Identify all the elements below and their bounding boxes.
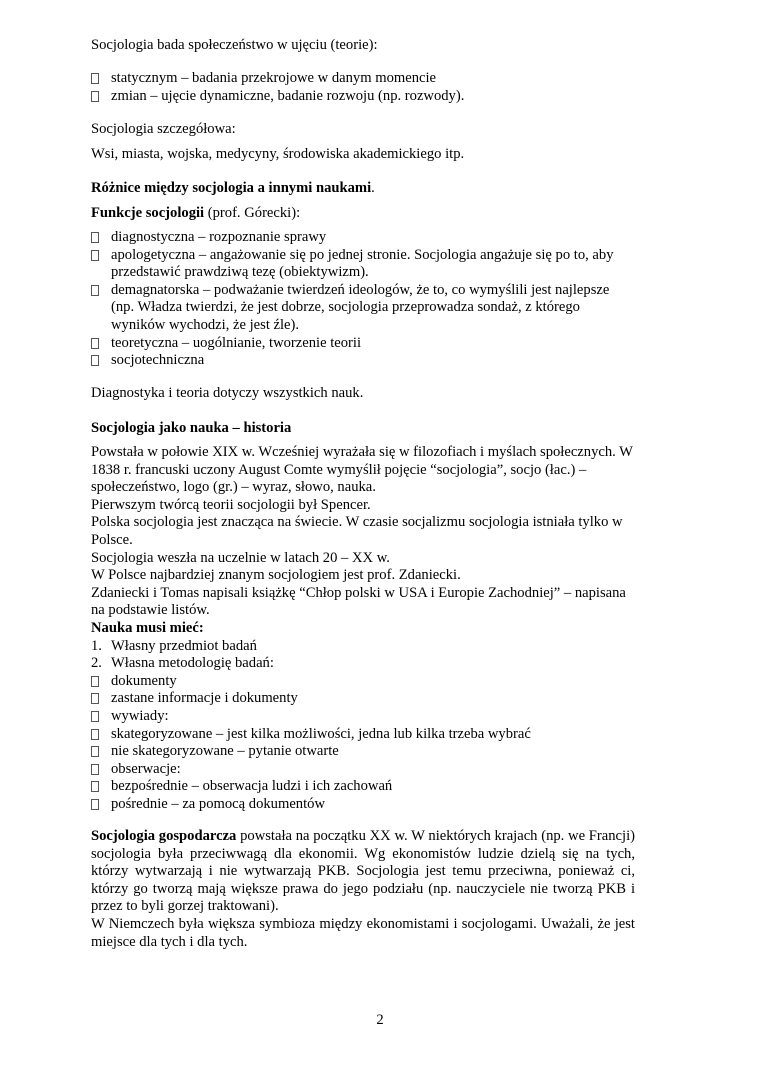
bullet-glyph-icon bbox=[91, 676, 99, 687]
bullet-glyph-icon bbox=[91, 73, 99, 84]
bullet-glyph-icon bbox=[91, 764, 99, 775]
detailed-label: Socjologia szczegółowa: bbox=[91, 121, 236, 137]
list-item: skategoryzowane – jest kilka możliwości, jedna lub kilka trzeba wybrać bbox=[91, 726, 635, 744]
history-section bbox=[91, 444, 635, 813]
bullet-glyph-icon bbox=[91, 285, 99, 296]
list-item: bezpośrednie – obserwacja ludzi i ich zachowań bbox=[91, 778, 635, 796]
list-item: demagnatorska – podważanie twierdzeń ideologów, że to, co wymyślili jest najlepsze (np. Władza twierdzi, że jest dobrze, socjologia przeprowadza sondaż, z którego wyników wychodzi, że jest źle). bbox=[91, 282, 635, 335]
bullet-glyph-icon bbox=[91, 781, 99, 792]
list-item: obserwacje: bbox=[91, 761, 635, 779]
bullet-glyph-icon bbox=[91, 729, 99, 740]
economic-sociology-paragraph: Socjologia gospodarcza powstała na początku XX w. W niektórych krajach (np. we Francji) socjologia była przeciwwagą dla ekonomii. Wg ekonomistów ludzie dzielą się na tych, którzy wytwarzają i nie wytwarzają PKB. Socjologia jest temu przeciwna, ponieważ ci, którzy go tworzą mają większe prawa do jego podziału (np. nauczyciele nie tworzą PKB i przez to byli gorzej traktowani). W Niemczech była większa symbioza między ekonomistami i socjologami. Uważali, że jest miejsce dla tych i dla tych. bbox=[91, 828, 636, 950]
intro-list bbox=[91, 70, 635, 105]
functions-list bbox=[91, 229, 635, 370]
functions-heading: Funkcje socjologii (prof. Górecki): bbox=[91, 205, 301, 221]
diagnostics-note: Diagnostyka i teoria dotyczy wszystkich nauk. bbox=[91, 385, 364, 401]
germany-text: W Niemczech była większa symbioza między ekonomistami i socjologami. Uważali, że jest miejsce dla tych i dla tych. bbox=[91, 915, 635, 950]
list-item: apologetyczna – angażowanie się po jednej stronie. Socjologia angażuje się po to, aby przedstawić prawdziwą tezę (obiektywizm). bbox=[91, 247, 635, 282]
list-item: zmian – ujęcie dynamiczne, badanie rozwoju (np. rozwody). bbox=[91, 88, 635, 106]
history-line: Powstała w połowie XIX w. Wcześniej wyrażała się w filozofiach i myślach społecznych. W 1838 r. francuski uczony August Comte wymyślił pojęcie “socjologia”, socjo (łac.) – społeczeństwo, logo (gr.) – wyraz, słowo, nauka. bbox=[91, 444, 633, 496]
history-line: Zdaniecki i Tomas napisali książkę “Chłop polski w USA i Europie Zachodniej” – napisana na podstawie listów. bbox=[91, 584, 626, 619]
list-item: diagnostyczna – rozpoznanie sprawy bbox=[91, 229, 635, 247]
numbered-item: 1. Własny przedmiot badań bbox=[91, 637, 257, 654]
history-heading: Socjologia jako nauka – historia bbox=[91, 420, 292, 436]
differences-heading: Różnice między socjologia a innymi naukami. bbox=[91, 180, 375, 196]
list-item: zastane informacje i dokumenty bbox=[91, 690, 635, 708]
bullet-glyph-icon bbox=[91, 711, 99, 722]
bullet-glyph-icon bbox=[91, 799, 99, 810]
bullet-glyph-icon bbox=[91, 232, 99, 243]
bullet-glyph-icon bbox=[91, 91, 99, 102]
list-item: nie skategoryzowane – pytanie otwarte bbox=[91, 743, 635, 761]
bullet-glyph-icon bbox=[91, 338, 99, 349]
intro-paragraph bbox=[91, 37, 635, 55]
bullet-glyph-icon bbox=[91, 355, 99, 366]
list-item: statycznym – badania przekrojowe w danym momencie bbox=[91, 70, 635, 88]
history-line: Polska socjologia jest znacząca na świecie. W czasie socjalizmu socjologia istniała tylko w Polsce. bbox=[91, 514, 623, 548]
list-item: pośrednie – za pomocą dokumentów bbox=[91, 796, 635, 814]
history-line: Pierwszym twórcą teorii socjologii był Spencer. bbox=[91, 496, 371, 513]
page-number: 2 bbox=[376, 1012, 384, 1028]
history-line: Socjologia weszła na uczelnie w latach 20 – XX w. bbox=[91, 549, 390, 566]
numbered-item: 2. Własna metodologię badań: bbox=[91, 655, 274, 672]
history-line: W Polsce najbardziej znanym socjologiem jest prof. Zdaniecki. bbox=[91, 567, 461, 584]
detailed-text: Wsi, miasta, wojska, medycyny, środowiska akademickiego itp. bbox=[91, 146, 465, 162]
list-item: dokumenty bbox=[91, 673, 635, 691]
list-item: wywiady: bbox=[91, 708, 635, 726]
science-heading: Nauka musi mieć: bbox=[91, 619, 204, 636]
bullet-glyph-icon bbox=[91, 746, 99, 757]
intro-text: Socjologia bada społeczeństwo w ujęciu (teorie): bbox=[91, 37, 378, 53]
bullet-glyph-icon bbox=[91, 693, 99, 704]
bullet-glyph-icon bbox=[91, 250, 99, 261]
list-item: teoretyczna – uogólnianie, tworzenie teorii bbox=[91, 335, 635, 353]
list-item: socjotechniczna bbox=[91, 352, 635, 370]
